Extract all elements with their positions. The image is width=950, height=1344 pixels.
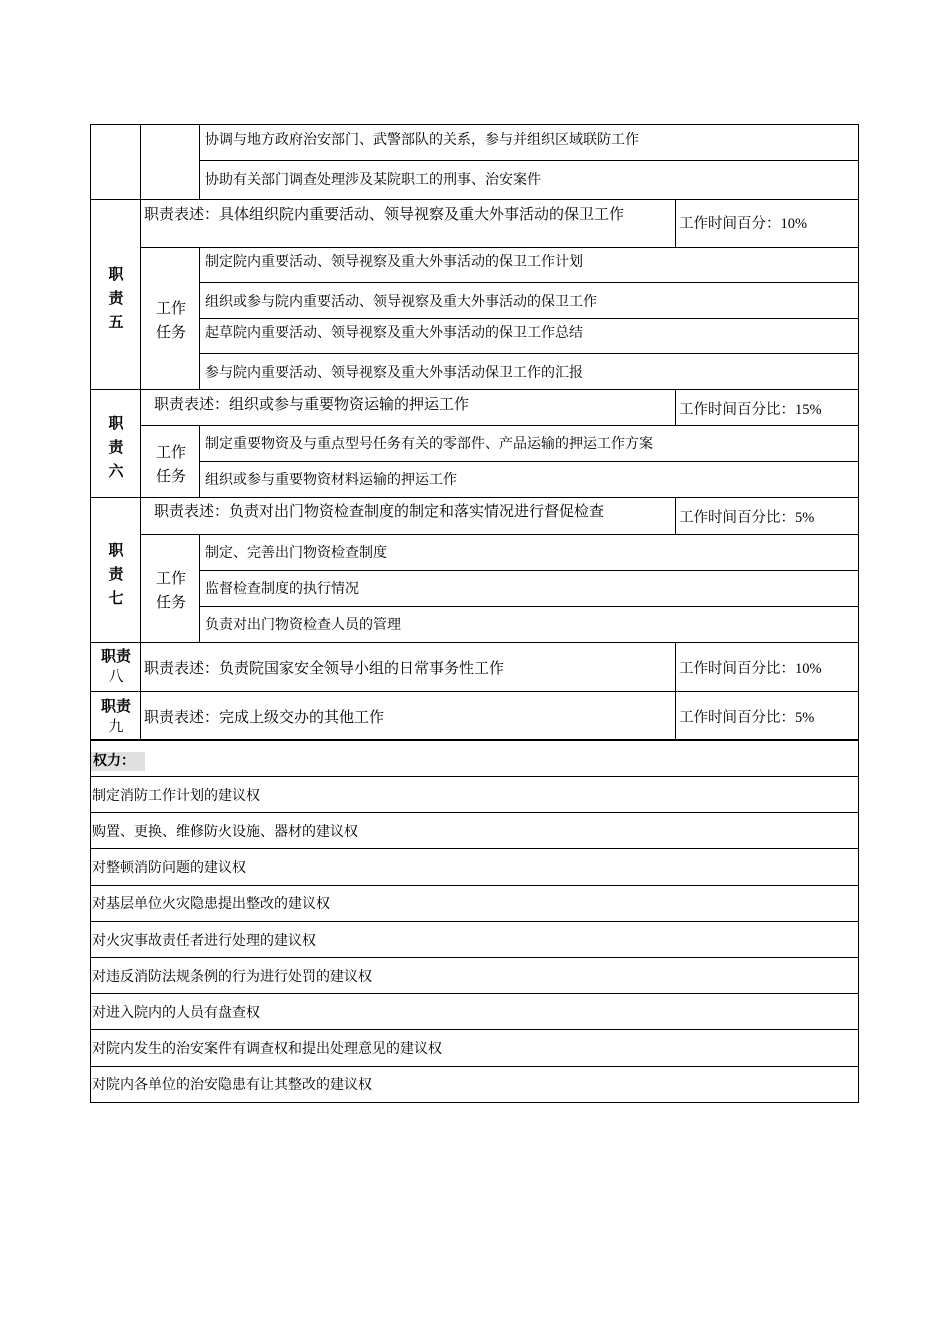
grid-line — [90, 993, 859, 994]
task-item: 组织或参与院内重要活动、领导视察及重大外事活动的保卫工作 — [205, 294, 597, 310]
duty-statement: 职责表述：完成上级交办的其他工作 — [144, 710, 385, 726]
grid-line — [90, 497, 859, 498]
duty-statement: 职责表述：组织或参与重要物资运输的押运工作 — [154, 397, 470, 413]
grid-line — [90, 389, 859, 390]
task-item: 制定重要物资及与重点型号任务有关的零部件、产品运输的押运工作方案 — [205, 436, 653, 452]
duty-percent: 工作时间百分比：15% — [679, 402, 822, 418]
power-item: 购置、更换、维修防火设施、器材的建议权 — [92, 824, 358, 840]
grid-line — [90, 1029, 859, 1030]
grid-line — [90, 199, 859, 200]
task-label: 工作 任务 — [155, 301, 186, 341]
duty-statement: 职责表述：负责院国家安全领导小组的日常事务性工作 — [144, 661, 505, 677]
grid-line — [90, 739, 859, 741]
power-item: 对整顿消防问题的建议权 — [92, 860, 246, 876]
grid-line — [140, 534, 859, 535]
power-item: 对火灾事故责任者进行处理的建议权 — [92, 933, 316, 949]
table-border-bottom — [90, 1102, 859, 1103]
task-label: 工作 任务 — [155, 445, 186, 485]
grid-line — [199, 124, 200, 199]
grid-line — [90, 957, 859, 958]
duty-statement: 职责表述：负责对出门物资检查制度的制定和落实情况进行督促检查 — [154, 504, 605, 520]
duty-percent: 工作时间百分比：5% — [679, 510, 815, 526]
grid-line — [199, 570, 859, 571]
power-item: 制定消防工作计划的建议权 — [92, 788, 260, 804]
grid-line — [199, 534, 200, 642]
power-item: 对违反消防法规条例的行为进行处罚的建议权 — [92, 969, 372, 985]
grid-line — [199, 353, 859, 354]
grid-line — [90, 642, 859, 643]
duty-label-5: 职 责 五 — [108, 265, 124, 331]
task-item: 参与院内重要活动、领导视察及重大外事活动保卫工作的汇报 — [205, 365, 583, 381]
duty-percent: 工作时间百分比：10% — [679, 661, 822, 677]
power-item: 对院内发生的治安案件有调查权和提出处理意见的建议权 — [92, 1041, 442, 1057]
task-item: 制定院内重要活动、领导视察及重大外事活动的保卫工作计划 — [205, 254, 583, 270]
table-border-top — [90, 124, 859, 125]
task-item: 负责对出门物资检查人员的管理 — [205, 617, 401, 633]
grid-line — [90, 885, 859, 886]
grid-line — [90, 1066, 859, 1067]
grid-line — [675, 389, 676, 425]
task-item: 组织或参与重要物资材料运输的押运工作 — [205, 472, 457, 488]
grid-line — [90, 848, 859, 849]
grid-line — [90, 776, 859, 777]
power-item: 对基层单位火灾隐患提出整改的建议权 — [92, 896, 330, 912]
grid-line — [140, 425, 859, 426]
duty-label-6: 职 责 六 — [108, 414, 124, 480]
grid-line — [199, 606, 859, 607]
grid-line — [199, 461, 859, 462]
duty-percent: 工作时间百分：10% — [679, 216, 808, 232]
task-item: 制定、完善出门物资检查制度 — [205, 545, 387, 561]
task-label: 工作 任务 — [155, 571, 186, 611]
duty-percent: 工作时间百分比：5% — [679, 710, 815, 726]
grid-line — [199, 282, 859, 283]
grid-line — [140, 247, 859, 248]
grid-line — [675, 199, 676, 247]
task-item: 协调与地方政府治安部门、武警部队的关系，参与并组织区域联防工作 — [205, 132, 639, 148]
grid-line — [199, 160, 859, 161]
grid-line — [90, 921, 859, 922]
grid-line — [140, 124, 141, 740]
grid-line — [199, 318, 859, 319]
duty-label-8: 职责 八 — [100, 647, 131, 685]
task-item: 协助有关部门调查处理涉及某院职工的刑事、治安案件 — [205, 172, 541, 188]
grid-line — [90, 812, 859, 813]
task-item: 监督检查制度的执行情况 — [205, 581, 359, 597]
powers-title: 权力： — [91, 752, 145, 771]
task-item: 起草院内重要活动、领导视察及重大外事活动的保卫工作总结 — [205, 325, 583, 341]
duty-label-7: 职 责 七 — [108, 541, 124, 607]
duty-statement: 职责表述：具体组织院内重要活动、领导视察及重大外事活动的保卫工作 — [144, 207, 625, 223]
power-item: 对院内各单位的治安隐患有让其整改的建议权 — [92, 1077, 372, 1093]
duty-label-9: 职责 九 — [100, 697, 131, 735]
grid-line — [675, 497, 676, 534]
power-item: 对进入院内的人员有盘查权 — [92, 1005, 260, 1021]
grid-line — [90, 691, 859, 692]
